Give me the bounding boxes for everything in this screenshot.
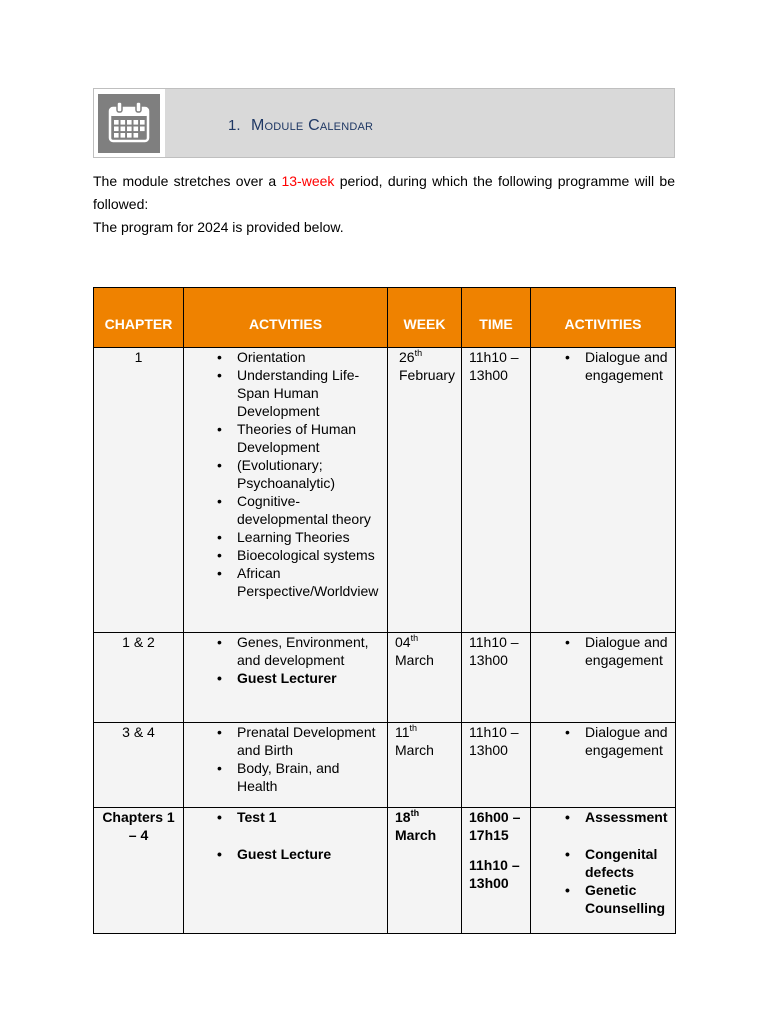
program-note: The program for 2024 is provided below.	[93, 219, 344, 235]
activities-2-cell	[531, 348, 676, 633]
table-row	[94, 808, 676, 934]
table-header-row	[94, 288, 676, 348]
activities-2-list	[531, 723, 675, 759]
time-range: 11h10 – 13h00	[469, 634, 519, 668]
list-item: • Guest Lecture	[217, 845, 381, 863]
activities-2-list	[531, 348, 675, 384]
header-week: WEEK	[388, 288, 462, 348]
week-suffix: th	[410, 633, 419, 643]
intro-highlight: 13-week	[281, 173, 335, 189]
time-range: 11h10 – 13h00	[469, 724, 519, 758]
time-range: 16h00 – 17h15	[469, 809, 521, 843]
activities-list	[184, 348, 387, 600]
list-item: • Guest Lecturer	[217, 669, 381, 687]
list-item: • Orientation	[217, 348, 381, 366]
list-item: • (Evolutionary; Psychoanalytic)	[217, 456, 381, 492]
chapter-cell: 1 & 2	[94, 633, 184, 723]
week-day: 11	[395, 724, 410, 740]
week-cell	[388, 348, 462, 633]
activities-2-cell	[531, 723, 676, 808]
chapter-cell: Chapters 1 – 4	[94, 808, 184, 934]
list-item: • Theories of Human Development	[217, 420, 381, 456]
list-item: • Assessment	[565, 808, 671, 826]
week-month: March	[395, 652, 434, 668]
week-date	[399, 348, 458, 366]
week-date	[395, 723, 458, 741]
activities-list	[184, 633, 387, 687]
time-range: 11h10 – 13h00	[469, 349, 519, 383]
chapter-cell: 1	[94, 348, 184, 633]
activities-cell	[184, 723, 388, 808]
week-date	[395, 633, 458, 651]
week-month: March	[395, 827, 437, 843]
chapter-cell: 3 & 4	[94, 723, 184, 808]
activities-2-list	[531, 633, 675, 669]
week-suffix: th	[409, 723, 418, 733]
time-cell	[462, 808, 531, 934]
week-cell	[388, 633, 462, 723]
activities-2-cell	[531, 808, 676, 934]
intro-paragraph	[93, 170, 675, 216]
week-suffix: th	[414, 348, 423, 358]
week-month: March	[395, 742, 434, 758]
list-item: • Dialogue and engagement	[565, 348, 671, 384]
table-row	[94, 633, 676, 723]
activities-cell	[184, 808, 388, 934]
activities-2-list	[531, 808, 675, 917]
header-time: TIME	[462, 288, 531, 348]
list-item: • Congenital defects	[565, 845, 671, 881]
list-item: • Cognitive-developmental theory	[217, 492, 381, 528]
section-number: 1.	[228, 117, 241, 134]
time-cell	[462, 633, 531, 723]
activities-2-cell	[531, 633, 676, 723]
activities-cell	[184, 348, 388, 633]
calendar-icon	[98, 94, 160, 153]
time-range: 11h10 – 13h00	[469, 857, 520, 891]
calendar-table	[93, 287, 676, 934]
list-item: • Genes, Environment, and development	[217, 633, 381, 669]
table-row	[94, 723, 676, 808]
intro-text-before: The module stretches over a	[93, 173, 282, 189]
section-title: Module Calendar	[251, 116, 374, 134]
activities-list	[184, 808, 387, 863]
intro-text-after: period, during which the following programme will be followed:	[93, 173, 675, 212]
banner-title-cell	[165, 89, 674, 157]
week-cell	[388, 723, 462, 808]
header-chapter: CHAPTER	[94, 288, 184, 348]
list-item: • Bioecological systems	[217, 546, 381, 564]
header-activities-2: ACTIVITIES	[531, 288, 676, 348]
intro	[93, 170, 675, 239]
week-day: 18	[395, 809, 411, 825]
time-cell	[462, 348, 531, 633]
list-item: • Learning Theories	[217, 528, 381, 546]
list-item: • Understanding Life-Span Human Development	[217, 366, 381, 420]
list-item: • Test 1	[217, 808, 381, 826]
list-item: • Prenatal Development and Birth	[217, 723, 381, 759]
week-day: 04	[395, 634, 411, 650]
header-activities: ACTVITIES	[184, 288, 388, 348]
section-banner	[93, 88, 675, 158]
list-item: • Dialogue and engagement	[565, 723, 671, 759]
time-cell	[462, 723, 531, 808]
list-item: • Body, Brain, and Health	[217, 759, 381, 795]
week-suffix: th	[410, 808, 420, 818]
activities-list	[184, 723, 387, 795]
week-day: 26	[399, 349, 415, 365]
banner-icon-cell	[94, 89, 165, 157]
week-date	[395, 808, 458, 826]
table-row	[94, 348, 676, 633]
week-month: February	[399, 367, 456, 383]
list-item: • Genetic Counselling	[565, 881, 671, 917]
list-item: • Dialogue and engagement	[565, 633, 671, 669]
week-cell	[388, 808, 462, 934]
list-item: • African Perspective/Worldview	[217, 564, 381, 600]
activities-cell	[184, 633, 388, 723]
